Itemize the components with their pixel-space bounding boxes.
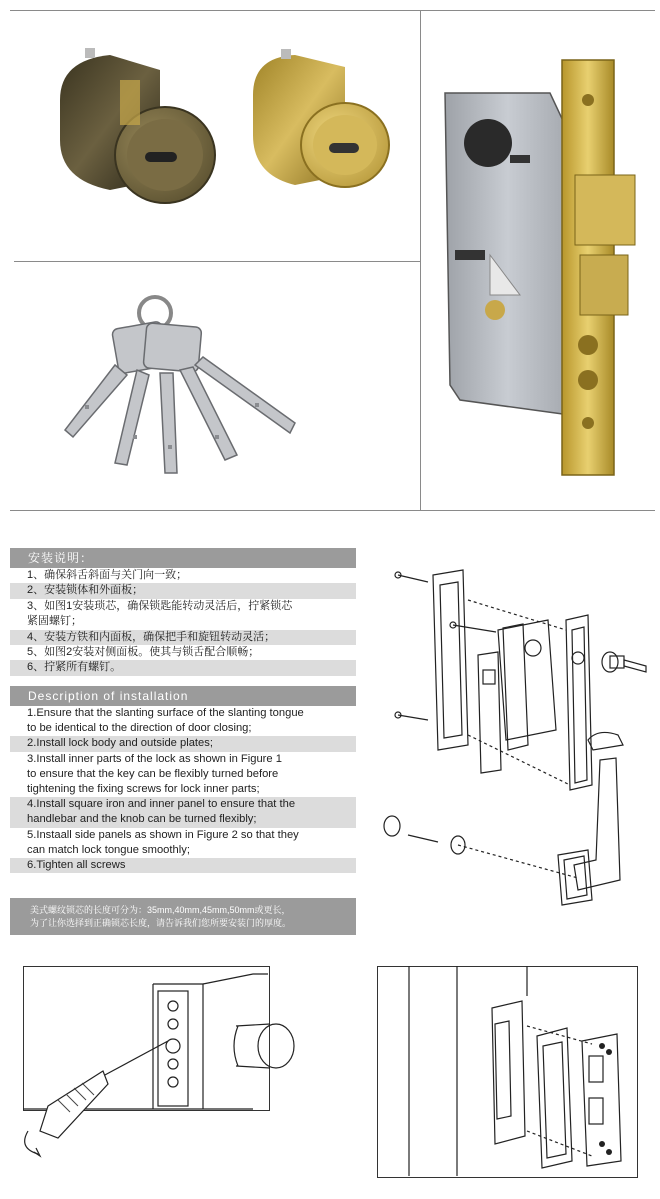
cn-step-6: 6、拧紧所有螺钉。 [10, 660, 356, 675]
note-line-1: 美式螺纹锁芯的长度可分为：35mm,40mm,45mm,50mm或更长， [30, 905, 291, 915]
en-step-1-cont: to be identical to the direction of door closing; [27, 722, 252, 735]
mortise-lock-body-image [440, 55, 640, 480]
en-instructions [10, 686, 356, 873]
figure-1-screwdriver-diagram [8, 966, 278, 1166]
en-instructions-title: Description of installation [10, 686, 356, 706]
en-step-3: 3.Install inner parts of the lock as shown in Figure 1 [27, 752, 282, 765]
keys-image [55, 285, 305, 485]
cn-step-4: 4、安装方铁和内面板，确保把手和旋钮转动灵活； [10, 630, 356, 645]
cn-step-3-cont: 紧固螺钉； [27, 615, 82, 628]
cn-step-1: 1、确保斜舌斜面与关门向一致； [27, 569, 188, 581]
cylinder-length-note [10, 898, 356, 935]
en-step-6: 6.Tighten all screws [10, 858, 356, 873]
en-step-1: 1.Ensure that the slanting surface of the slanting tongue [27, 707, 304, 719]
bottom-border-line [10, 510, 655, 511]
en-step-4: 4.Install square iron and inner panel to ensure that the [10, 797, 356, 812]
cn-step-3: 3、如图1安装琐芯，确保锁匙能转动灵活后，拧紧锁芯 [27, 599, 293, 612]
exploded-assembly-diagram [378, 560, 658, 925]
cn-step-2: 2、安装锁体和外面板； [10, 583, 356, 598]
en-step-5-cont: can match lock tongue smoothly; [27, 843, 190, 856]
en-step-2: 2.Install lock body and outside plates; [10, 736, 356, 751]
cn-step-5: 5、如图2安装对侧面板。使其与锁舌配合顺畅； [27, 646, 260, 659]
en-step-5: 5.Instaall side panels as shown in Figure 2 so that they [27, 828, 299, 841]
en-step-3-cont-a: to ensure that the key can be flexibly turned before [27, 767, 279, 780]
note-line-2: 为了让你选择到正确锁芯长度，请告诉我们您所要安装门的厚度。 [30, 917, 292, 928]
brass-cylinder-image [245, 45, 395, 195]
en-step-4-cont: handlebar and the knob can be turned flexibly; [10, 812, 356, 827]
horizontal-divider [14, 261, 420, 262]
cn-instructions [10, 548, 356, 676]
top-border-line [10, 10, 655, 11]
en-step-3-cont-b: tightening the fixing screws for lock inner parts; [27, 783, 260, 796]
figure-2-strike-plate-diagram [377, 966, 636, 1176]
vertical-divider [420, 10, 421, 510]
antique-brass-cylinder-image [50, 40, 220, 210]
cn-instructions-title: 安装说明： [10, 548, 356, 568]
